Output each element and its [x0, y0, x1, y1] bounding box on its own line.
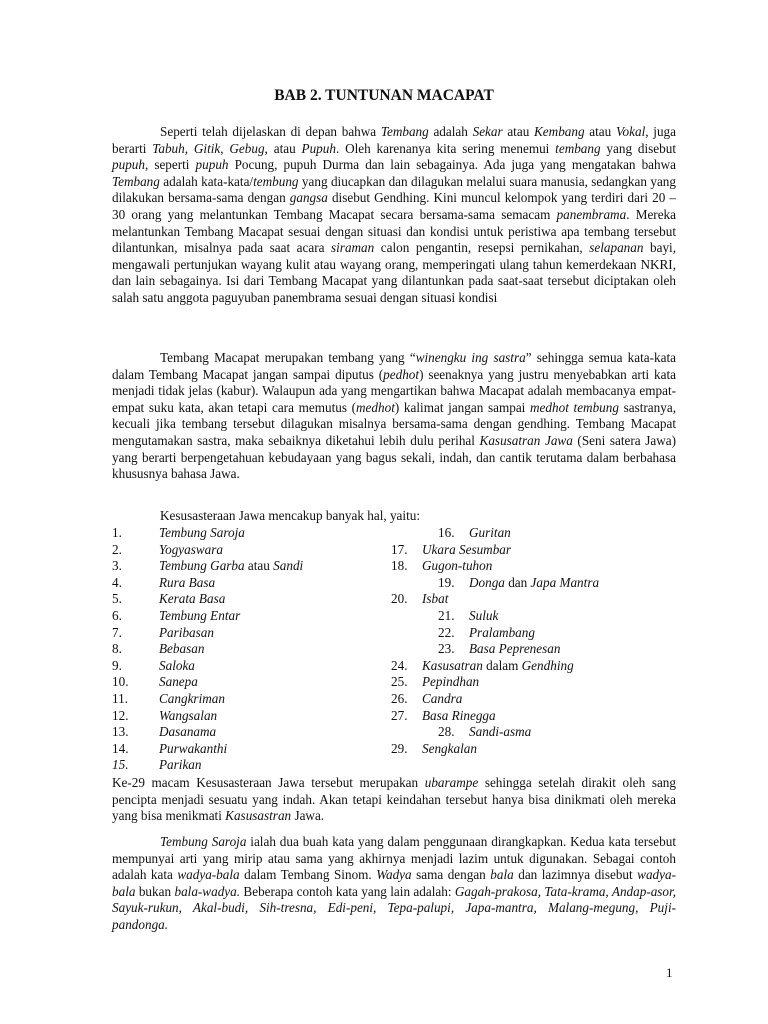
list-item-text: Donga dan Japa Mantra — [469, 574, 600, 590]
list-item-text: Sengkalan — [422, 740, 477, 756]
list-item — [112, 608, 382, 625]
list-item-text: Dasanama — [159, 724, 217, 740]
list-item — [391, 741, 681, 758]
paragraph-macapat-sastra: Tembang Macapat merupakan tembang yang “winengku ing sastra” sehingga semua kata-kata dalam Tembang Macapat jangan sampai diputus (pedhot) seenaknya yang justru menyebabkan arti kata menjadi tidak jelas (kabur). Walaupun ada yang mengartikan bahwa Macapat adalah membacanya empat-empat suku kata, akan tetapi cara memutus (medhot) kalimat jangan sampai medhot tembung sastranya, kecuali jika tembang tersebut dilagukan misalnya bersama-sama dengan gendhing. Tembang Macapat mengutamakan sastra, maka sebaiknya diketahui lebih dulu perihal Kasusatran Jawa (Seni satera Jawa) yang berarti berpengetahuan kebudayaan yang bagus sekali, indah, dan cantik terutama dalam berbahasa khususnya bahasa Jawa. — [112, 350, 676, 482]
list-item-text: Guritan — [469, 525, 511, 540]
list-item — [112, 558, 382, 575]
list-item-text: Wangsalan — [159, 707, 218, 723]
list-item-number: 25. — [391, 674, 408, 690]
chapter-title: BAB 2. TUNTUNAN MACAPAT — [274, 87, 494, 104]
list-item — [391, 724, 681, 741]
list-item-number: 10. — [112, 674, 129, 690]
kesusasteraan-list-right — [391, 525, 681, 757]
list-item-text: Basa Rinegga — [422, 707, 496, 723]
list-item-number: 22. — [438, 624, 455, 640]
list-item-text: Gugon-tuhon — [422, 558, 493, 574]
list-item — [112, 542, 382, 559]
list-item-text: Yogyaswara — [159, 541, 224, 557]
list-item — [112, 575, 382, 592]
list-item-number: 26. — [391, 690, 408, 706]
list-item-text: Purwakanthi — [159, 740, 228, 756]
list-item — [112, 641, 382, 658]
list-item-number: 20. — [391, 591, 408, 607]
list-item-number: 6. — [112, 607, 122, 623]
list-item — [391, 542, 681, 559]
paragraph-ubarampe: Ke-29 macam Kesusasteraan Jawa tersebut merupakan ubarampe sehingga setelah dirakit oleh sang pencipta menjadi sesuatu yang indah. Akan tetapi keindahan tersebut hanya bisa dinikmati oleh mereka yang bisa menikmati Kasusastran Jawa. — [112, 775, 676, 824]
list-item-number: 27. — [391, 707, 408, 723]
list-item-text: Rura Basa — [159, 574, 216, 590]
list-item-text: Kasusatran dalam Gendhing — [422, 657, 574, 673]
list-item — [112, 591, 382, 608]
list-item — [391, 674, 681, 691]
list-item-number: 3. — [112, 558, 122, 574]
list-item-text: Pralambang — [469, 624, 535, 640]
list-item-number: 28. — [438, 724, 455, 740]
list-item — [391, 708, 681, 725]
list-item — [112, 691, 382, 708]
list-intro: Kesusasteraan Jawa mencakup banyak hal, yaitu: — [160, 508, 420, 523]
list-item-number: 24. — [391, 657, 408, 673]
list-item-number: 19. — [438, 574, 455, 590]
list-item-number: 8. — [112, 641, 122, 657]
list-item-text: Isbat — [422, 591, 449, 607]
list-item — [391, 608, 681, 625]
list-item-text: Suluk — [469, 607, 499, 623]
list-item-text: Sanepa — [159, 674, 198, 690]
list-item — [391, 641, 681, 658]
list-item-number: 2. — [112, 541, 122, 557]
list-item — [391, 525, 681, 542]
list-item — [391, 658, 681, 675]
list-item-number: 7. — [112, 624, 122, 640]
list-item — [391, 691, 681, 708]
paragraph-tembung-saroja: Tembung Saroja ialah dua buah kata yang dalam penggunaan dirangkapkan. Kedua kata tersebut mempunyai arti yang mirip atau sama yang akhirnya menjadi lazim untuk digunakan. Sebagai contoh adalah kata wadya-bala dalam Tembang Sinom. Wadya sama dengan bala dan lazimnya disebut wadya-bala bukan bala-wadya. Beberapa contoh kata yang lain adalah: Gagah-prakosa, Tata-krama, Andap-asor, Sayuk-rukun, Akal-budi, Sih-tresna, Edi-peni, Tepa-palupi, Japa-mantra, Malang-megung, Puji-pandonga. — [112, 834, 676, 932]
list-item-number: 4. — [112, 574, 122, 590]
list-item-number: 12. — [112, 707, 129, 723]
kesusasteraan-list-left — [112, 525, 382, 774]
list-item-number: 21. — [438, 607, 455, 623]
list-item-number: 23. — [438, 641, 455, 657]
list-item — [112, 757, 382, 774]
list-item-text: Ukara Sesumbar — [422, 541, 512, 557]
list-item-text: Bebasan — [159, 641, 205, 657]
list-item — [112, 525, 382, 542]
list-item-text: Pepindhan — [422, 674, 480, 690]
list-item-text: Candra — [422, 690, 463, 706]
list-item-number: 9. — [112, 657, 122, 673]
paragraph-tembang-definition: Seperti telah dijelaskan di depan bahwa Tembang adalah Sekar atau Kembang atau Vokal, juga berarti Tabuh, Gitik, Gebug, atau Pupuh. Oleh karenanya kita sering menemui tembang yang disebut pupuh, seperti pupuh Pocung, pupuh Durma dan lain sebagainya. Ada juga yang mengatakan bahwa Tembang adalah kata-kata/tembung yang diucapkan dan dilagukan melalui suara manusia, sedangkan yang dilakukan bersama-sama dengan gangsa disebut Gendhing. Kini muncul kelompok yang terdiri dari 20 – 30 orang yang melantunkan Tembang Macapat secara bersama-sama semacam panembrama. Mereka melantunkan Tembang Macapat sesuai dengan situasi dan kondisi untuk peristiwa apa tembang tersebut dilantunkan, misalnya pada saat acara siraman calon pengantin, resepsi pernikahan, selapanan bayi, mengawali pertunjukan wayang kulit atau wayang orang, memperingati ulang tahun kemerdekaan NKRI, dan lain sebagainya. Isi dari Tembang Macapat yang dilantunkan pada saat-saat tersebut diciptakan oleh salah satu anggota paguyuban panembrama sesuai dengan situasi kondisi — [112, 124, 677, 305]
list-item-number: 1. — [112, 525, 122, 540]
list-item — [112, 658, 382, 675]
list-item-number: 5. — [112, 591, 122, 607]
list-item — [112, 625, 382, 642]
page-number: 1 — [666, 965, 673, 980]
list-item-number: 17. — [391, 541, 408, 557]
list-item — [112, 674, 382, 691]
list-item — [391, 558, 681, 575]
list-item — [391, 575, 681, 592]
list-item-number: 14. — [112, 740, 129, 756]
list-item-text: Kerata Basa — [159, 591, 226, 607]
list-item — [112, 741, 382, 758]
list-item-text: Tembung Entar — [159, 607, 241, 623]
list-item-number: 16. — [438, 525, 455, 540]
list-item-text: Tembung Saroja — [159, 525, 245, 540]
list-item-text: Saloka — [159, 657, 195, 673]
list-item — [391, 625, 681, 642]
list-item — [112, 724, 382, 741]
list-item-text: Paribasan — [159, 624, 214, 640]
list-item-number: 18. — [391, 558, 408, 574]
list-item-text: Parikan — [159, 757, 202, 773]
list-item-text: Sandi-asma — [469, 724, 532, 740]
list-item-text: Cangkriman — [159, 690, 225, 706]
list-item-text: Basa Peprenesan — [469, 641, 561, 657]
list-item — [391, 591, 681, 608]
list-item-number: 13. — [112, 724, 129, 740]
list-item-number: 11. — [112, 690, 128, 706]
list-item-number: 15. — [112, 757, 129, 773]
list-item-number: 29. — [391, 740, 408, 756]
list-item-text: Tembung Garba atau Sandi — [159, 558, 304, 574]
list-item — [112, 708, 382, 725]
